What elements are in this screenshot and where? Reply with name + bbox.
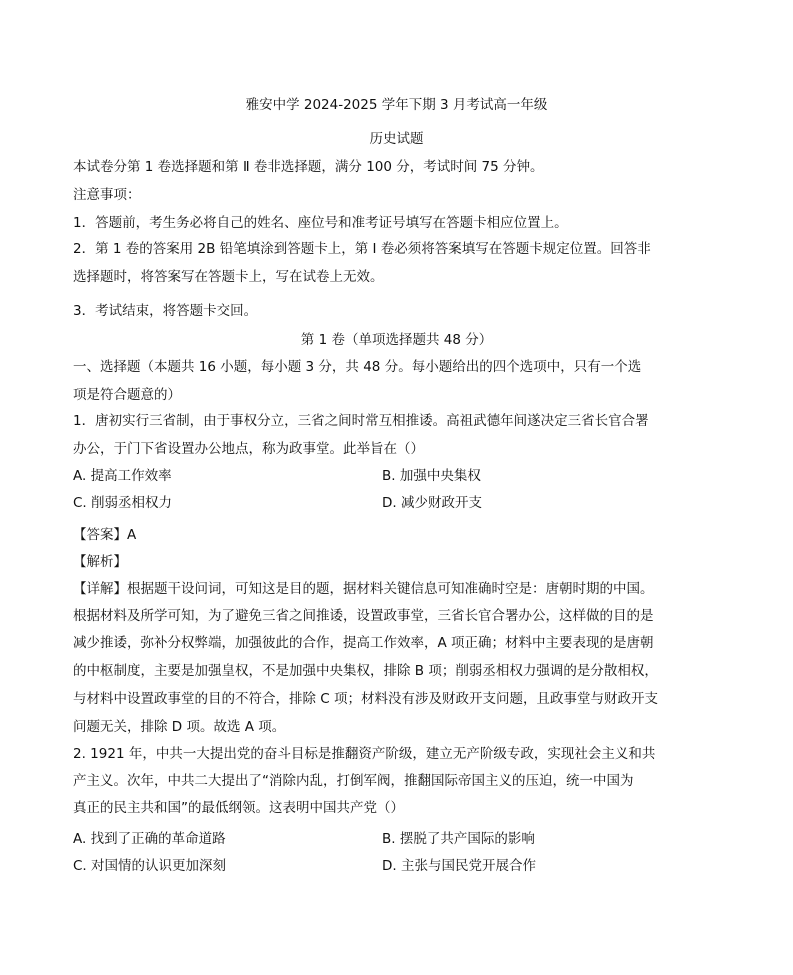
q1-answer: 【答案】A — [73, 527, 137, 543]
q1-detail-line-6: 问题无关，排除 D 项。故选 A 项。 — [73, 719, 286, 735]
q1-option-d: D. 减少财政开支 — [382, 495, 482, 511]
q1-stem-line-2: 办公，于门下省设置办公地点，称为政事堂。此举旨在（） — [73, 441, 424, 457]
q1-stem-line-1: 1．唐初实行三省制，由于事权分立，三省之间时常互相推诿。高祖武德年间遂决定三省长官合署 — [73, 413, 649, 429]
q1-detail-line-3: 减少推诿，弥补分权弊端，加强彼此的合作，提高工作效率，A 项正确；材料中主要表现的是唐朝 — [73, 635, 654, 651]
note-item-3: 3．考试结束，将答题卡交回。 — [73, 303, 258, 319]
q1-option-b: B. 加强中央集权 — [382, 468, 481, 484]
section-instruction-line-1: 一、选择题（本题共 16 小题，每小题 3 分，共 48 分。每小题给出的四个选项中，只有一个选 — [73, 359, 642, 375]
section-title: 第 1 卷（单项选择题共 48 分） — [300, 332, 493, 348]
exam-intro: 本试卷分第 1 卷选择题和第 Ⅱ 卷非选择题，满分 100 分，考试时间 75 分钟。 — [73, 159, 544, 175]
q2-option-a: A. 找到了正确的革命道路 — [73, 831, 226, 847]
q2-option-d: D. 主张与国民党开展合作 — [382, 858, 536, 874]
q1-detail-line-4: 的中枢制度，主要是加强皇权，不是加强中央集权，排除 B 项；削弱丞相权力强调的是分散相权， — [73, 663, 658, 679]
note-item-2-line-2: 选择题时，将答案写在答题卡上，写在试卷上无效。 — [73, 269, 384, 285]
q1-option-a: A. 提高工作效率 — [73, 468, 172, 484]
q2-stem-line-2: 产主义。次年，中共二大提出了“消除内乱，打倒军阀，推翻国际帝国主义的压迫，统一中国为 — [73, 773, 634, 789]
q2-option-c: C. 对国情的认识更加深刻 — [73, 858, 227, 874]
q2-stem-line-3: 真正的民主共和国”的最低纲领。这表明中国共产党（） — [73, 800, 404, 816]
note-item-2-line-1: 2．第 1 卷的答案用 2B 铅笔填涂到答题卡上，第 Ⅰ 卷必须将答案填写在答题卡规定位置。回答非 — [73, 241, 651, 257]
q1-detail-line-5: 与材料中设置政事堂的目的不符合，排除 C 项；材料没有涉及财政开支问题，且政事堂与财政开支 — [73, 691, 659, 707]
q2-option-b: B. 摆脱了共产国际的影响 — [382, 831, 535, 847]
exam-subject: 历史试题 — [369, 131, 424, 147]
q1-detail-line-1: 【详解】根据题干设问词，可知这是目的题，据材料关键信息可知准确时空是：唐朝时期的中国。 — [73, 581, 654, 597]
q1-analysis-label: 【解析】 — [73, 554, 127, 570]
exam-title: 雅安中学 2024-2025 学年下期 3 月考试高一年级 — [245, 97, 548, 113]
q1-detail-line-2: 根据材料及所学可知，为了避免三省之间推诿，设置政事堂，三省长官合署办公，这样做的目的是 — [73, 608, 654, 624]
section-instruction-line-2: 项是符合题意的） — [73, 387, 181, 403]
notes-title: 注意事项： — [73, 187, 141, 203]
note-item-1: 1．答题前，考生务必将自己的姓名、座位号和准考证号填写在答题卡相应位置上。 — [73, 215, 568, 231]
q1-option-c: C. 削弱丞相权力 — [73, 495, 173, 511]
q2-stem-line-1: 2. 1921 年，中共一大提出党的奋斗目标是推翻资产阶级，建立无产阶级专政，实现社会主义和共 — [73, 746, 656, 762]
